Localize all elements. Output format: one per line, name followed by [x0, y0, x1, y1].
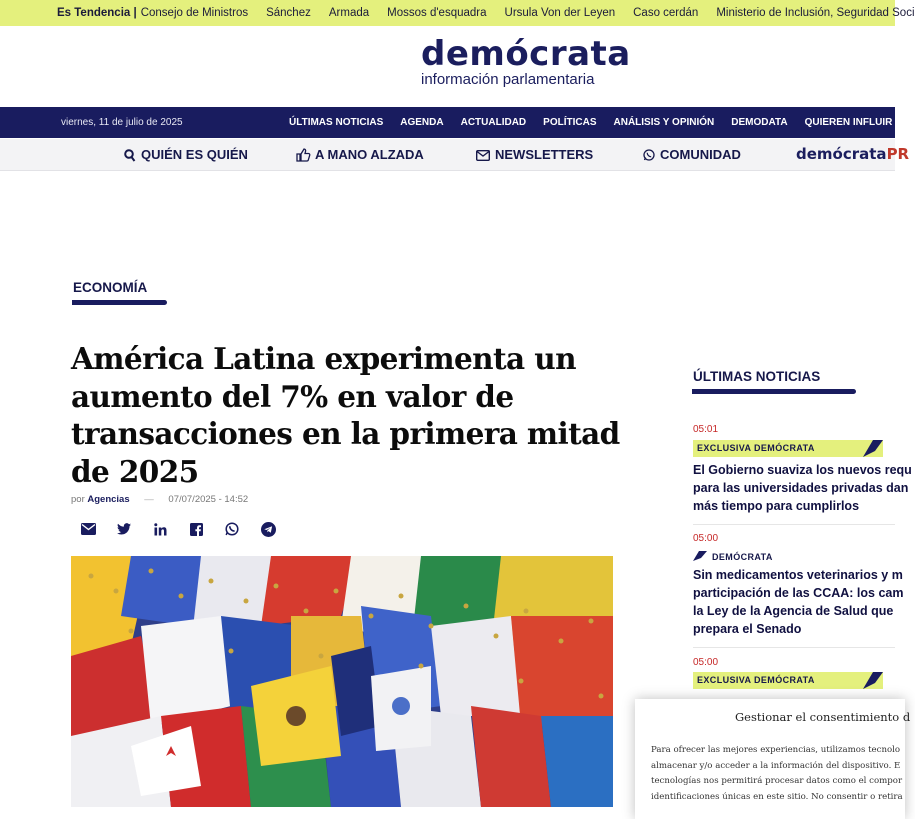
- tag-flag-icon: [693, 551, 707, 563]
- article-headline: América Latina experimenta un aumento del 7% en valor de transacciones en la primera mitad de 2025: [71, 341, 620, 489]
- subnav-a-mano-alzada[interactable]: [296, 139, 424, 171]
- trending-item[interactable]: Caso cerdán: [633, 7, 699, 19]
- news-divider: [693, 647, 895, 648]
- consent-line: almacenar y/o acceder a la información del dispositivo. E: [651, 760, 901, 771]
- tag-flag-icon: [859, 672, 883, 695]
- section-underline: [72, 300, 167, 305]
- news-time: 05:00: [693, 533, 719, 544]
- share-bar: [80, 521, 276, 537]
- news-tag-label: DEMÓCRATA: [712, 552, 773, 562]
- cookie-consent-dialog[interactable]: [635, 699, 911, 819]
- headline-line: participación de las CCAA: los cam: [693, 586, 904, 600]
- email-icon[interactable]: [80, 521, 96, 537]
- trending-item[interactable]: Sánchez: [266, 7, 311, 19]
- flag-pattern: [71, 556, 613, 807]
- publish-date: 07/07/2025 - 14:52: [168, 494, 249, 505]
- trending-item[interactable]: Ursula Von der Leyen: [504, 7, 616, 19]
- nav-link-analisis[interactable]: ANÁLISIS Y OPINIÓN: [613, 117, 715, 128]
- subnav-label: A MANO ALZADA: [315, 147, 424, 162]
- consent-line: Para ofrecer las mejores experiencias, utilizamos tecnolo: [651, 745, 901, 755]
- subnav-label: QUIÉN ES QUIÉN: [141, 147, 248, 162]
- democrata-pro-logo[interactable]: [796, 139, 909, 169]
- news-tag-label: EXCLUSIVA DEMÓCRATA: [697, 675, 815, 685]
- current-date: viernes, 11 de julio de 2025: [61, 117, 183, 128]
- nav-link-politicas[interactable]: POLÍTICAS: [543, 117, 597, 128]
- subnav-label: NEWSLETTERS: [495, 147, 594, 162]
- headline-line: Sin medicamentos veterinarios y m: [693, 568, 903, 582]
- author-link[interactable]: Agencias: [87, 494, 130, 505]
- whatsapp-icon: [643, 149, 655, 161]
- consent-body: [651, 743, 911, 805]
- news-tag-label: EXCLUSIVA DEMÓCRATA: [697, 443, 815, 453]
- logo-wordmark: demócrata: [421, 34, 631, 74]
- headline-line: prepara el Senado: [693, 622, 802, 636]
- facebook-icon[interactable]: [188, 521, 204, 537]
- site-logo[interactable]: [421, 34, 631, 88]
- byline: [71, 494, 248, 505]
- byline-prefix: por: [71, 494, 85, 505]
- nav-link-actualidad[interactable]: ACTUALIDAD: [460, 117, 527, 128]
- envelope-icon: [476, 150, 490, 161]
- nav-link-agenda[interactable]: AGENDA: [400, 117, 444, 128]
- section-label[interactable]: ECONOMÍA: [73, 280, 148, 295]
- nav-link-demodata[interactable]: DEMODATA: [731, 117, 788, 128]
- pro-word: demócrata: [796, 145, 887, 163]
- latest-news-title[interactable]: ÚLTIMAS NOTICIAS: [693, 369, 821, 384]
- secondary-nav: [0, 139, 910, 171]
- subnav-comunidad[interactable]: [643, 139, 741, 171]
- headline-line: más tiempo para cumplirlos: [693, 499, 860, 513]
- headline-line: El Gobierno suaviza los nuevos requ: [693, 463, 912, 477]
- headline-line: para las universidades privadas dan: [693, 481, 909, 495]
- magnifier-icon: [124, 149, 136, 162]
- thumbs-up-icon: [296, 148, 310, 162]
- nav-link-ultimas-noticias[interactable]: ÚLTIMAS NOTICIAS: [289, 117, 384, 128]
- news-time: 05:00: [693, 657, 719, 668]
- consent-line: identificaciones únicas en este sitio. No consentir o retira: [651, 791, 903, 802]
- whatsapp-icon[interactable]: [224, 521, 240, 537]
- nav-link-quieren-influir[interactable]: QUIEREN INFLUIR: [804, 117, 893, 128]
- nav-links: [289, 107, 909, 138]
- subnav-quien-es-quien[interactable]: [124, 139, 248, 171]
- pro-suffix: PR: [886, 145, 910, 163]
- news-divider: [693, 524, 895, 525]
- trending-item[interactable]: Armada: [328, 7, 370, 19]
- news-tag[interactable]: [693, 440, 883, 457]
- subnav-label: COMUNIDAD: [660, 147, 741, 162]
- consent-line: tecnologías nos permitirá procesar datos como el compor: [651, 776, 903, 786]
- headline-line: la Ley de la Agencia de Salud que: [693, 604, 894, 618]
- telegram-icon[interactable]: [260, 521, 276, 537]
- article-image: [71, 556, 613, 807]
- byline-separator: —: [144, 494, 154, 505]
- tag-flag-icon: [859, 440, 883, 463]
- trending-item[interactable]: Mossos d'esquadra: [387, 7, 487, 19]
- news-headline[interactable]: [693, 461, 912, 515]
- consent-title: Gestionar el consentimiento d: [735, 710, 911, 724]
- trending-item[interactable]: Ministerio de Inclusión, Seguridad Soci: [716, 7, 915, 19]
- news-time: 05:01: [693, 424, 719, 435]
- linkedin-icon[interactable]: [152, 521, 168, 537]
- twitter-icon[interactable]: [116, 521, 132, 537]
- trending-label: Es Tendencia |: [57, 7, 137, 19]
- news-tag[interactable]: [693, 551, 773, 563]
- subnav-newsletters[interactable]: [476, 139, 593, 171]
- main-nav: [0, 107, 895, 138]
- trending-bar: [0, 0, 915, 26]
- trending-item[interactable]: Consejo de Ministros: [140, 7, 249, 19]
- latest-news-underline: [692, 389, 856, 394]
- news-headline[interactable]: [693, 566, 903, 638]
- news-tag[interactable]: [693, 672, 883, 689]
- logo-subtitle: información parlamentaria: [421, 71, 595, 88]
